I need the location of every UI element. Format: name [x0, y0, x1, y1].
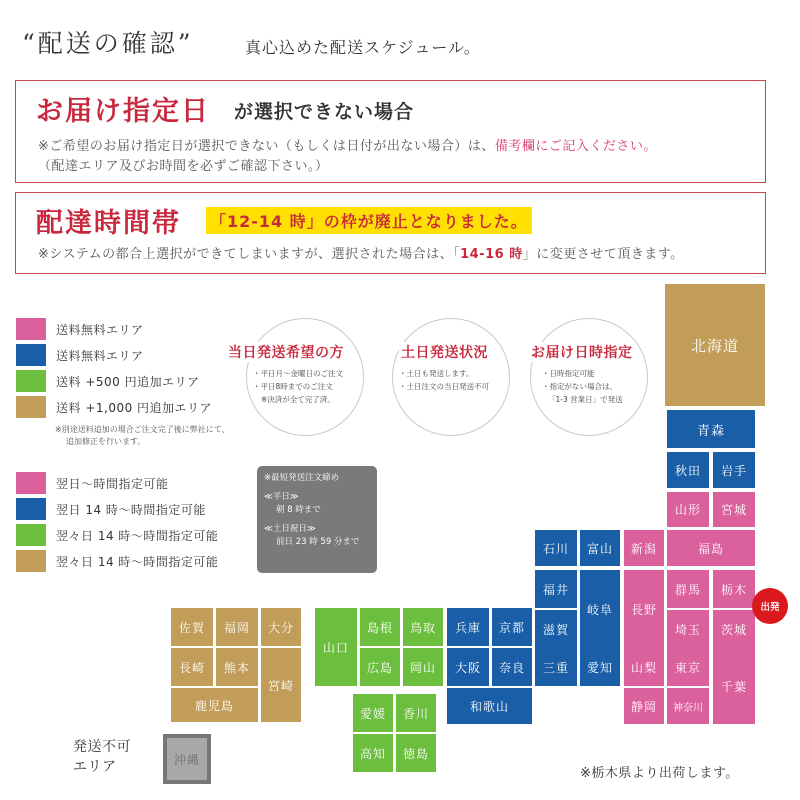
circle-title: お届け日時指定 — [529, 342, 635, 362]
pref-kyoto: 京都 — [492, 608, 532, 646]
circle-title: 当日発送希望の方 — [226, 342, 346, 362]
pref-akita: 秋田 — [667, 452, 709, 488]
notice-time-title: 配達時間帯 — [36, 208, 181, 239]
pref-okinawa: 沖縄 — [163, 734, 211, 784]
date-time-circle — [530, 318, 648, 436]
pref-tochigi: 栃木 — [713, 570, 755, 608]
pref-yamanashi: 山梨 — [624, 648, 664, 686]
pref-hyogo: 兵庫 — [447, 608, 489, 646]
pref-kumamoto: 熊本 — [216, 648, 258, 686]
legend-fee-note: ※別途送料追加の場合ご注文完了後に弊社にて、 追加修正を行います。 — [55, 425, 230, 446]
notice-date-title-suffix: が選択できない場合 — [234, 101, 415, 123]
pref-miyazaki: 宮崎 — [261, 648, 301, 722]
pref-hokkaido: 北海道 — [665, 284, 765, 406]
notice-time-highlight: 「12-14 時」の枠が廃止となりました。 — [206, 207, 532, 234]
pref-mie: 三重 — [535, 648, 577, 686]
legend-swatch — [16, 318, 46, 340]
page-title: “配送の確認” — [22, 29, 194, 58]
pref-miyagi: 宮城 — [713, 492, 755, 527]
pref-kagoshima: 鹿児島 — [171, 688, 258, 722]
pref-tokyo: 東京 — [667, 648, 709, 686]
pref-shimane: 島根 — [360, 608, 400, 646]
origin-badge: 出発 — [752, 588, 788, 624]
circle-text: ・平日月～金曜日のご注文 ・平日8時までのご注文 ※決済が全て完了済。 — [253, 369, 343, 404]
pref-saitama: 埼玉 — [667, 610, 709, 648]
shortest-shipping-box: ※最短発送注文締め ≪平日≫ 朝 8 時まで ≪土日祝日≫ 前日 23 時 59 分まで — [257, 466, 377, 573]
pref-osaka: 大阪 — [447, 648, 489, 686]
pref-kochi: 高知 — [353, 734, 393, 772]
pref-ehime: 愛媛 — [353, 694, 393, 732]
pref-aichi: 愛知 — [580, 648, 620, 686]
pref-tokushima: 徳島 — [396, 734, 436, 772]
pref-fukushima: 福島 — [667, 530, 755, 566]
pref-hiroshima: 広島 — [360, 648, 400, 686]
legend-delivery-item: 翌日～時間指定可能 — [16, 472, 169, 494]
legend-delivery-item: 翌日 14 時～時間指定可能 — [16, 498, 206, 520]
undeliverable-label: 発送不可 エリア — [73, 739, 131, 775]
pref-niigata: 新潟 — [624, 530, 664, 566]
legend-fee-item: 送料無料エリア — [16, 344, 144, 366]
pref-wakayama: 和歌山 — [447, 688, 532, 724]
notice-date-title: お届け指定日 — [36, 96, 210, 127]
pref-nagano: 長野 — [624, 570, 664, 648]
legend-fee-item: 送料 +500 円追加エリア — [16, 370, 200, 392]
legend-swatch — [16, 396, 46, 418]
legend-swatch — [16, 472, 46, 494]
pref-aomori: 青森 — [667, 410, 755, 448]
weekend-circle — [392, 318, 510, 436]
pref-kanagawa: 神奈川 — [667, 688, 709, 724]
notice-time-line1: ※システムの都合上選択ができてしまいますが、選択された場合は、「14-16 時」に変更させて頂きます。 — [38, 247, 684, 262]
legend-fee-item: 送料 +1,000 円追加エリア — [16, 396, 212, 418]
legend-swatch — [16, 524, 46, 546]
pref-toyama: 富山 — [580, 530, 620, 566]
pref-fukui: 福井 — [535, 570, 577, 608]
pref-shizuoka: 静岡 — [624, 688, 664, 724]
circle-text: ・日時指定可能 ・指定がない場合は、 「1-3 営業日」で発送 — [542, 369, 623, 404]
footer-note: ※栃木県より出荷します。 — [580, 766, 739, 781]
same-day-circle — [228, 318, 364, 436]
legend-swatch — [16, 550, 46, 572]
pref-gunma: 群馬 — [667, 570, 709, 608]
circle-title: 土日発送状況 — [399, 342, 490, 362]
pref-shiga: 滋賀 — [535, 610, 577, 648]
legend-swatch — [16, 498, 46, 520]
pref-nara: 奈良 — [492, 648, 532, 686]
pref-fukuoka: 福岡 — [216, 608, 258, 646]
pref-ishikawa: 石川 — [535, 530, 577, 566]
legend-delivery-item: 翌々日 14 時～時間指定可能 — [16, 550, 218, 572]
pref-yamaguchi: 山口 — [315, 608, 357, 686]
legend-delivery-item: 翌々日 14 時～時間指定可能 — [16, 524, 218, 546]
pref-ibaraki: 茨城 — [713, 610, 755, 648]
page-subtitle: 真心込めた配送スケジュール。 — [245, 38, 481, 57]
pref-iwate: 岩手 — [713, 452, 755, 488]
legend-fee-item: 送料無料エリア — [16, 318, 144, 340]
legend-swatch — [16, 370, 46, 392]
pref-saga: 佐賀 — [171, 608, 213, 646]
notice-delivery-date — [15, 80, 766, 183]
pref-oita: 大分 — [261, 608, 301, 646]
pref-kagawa: 香川 — [396, 694, 436, 732]
pref-chiba: 千葉 — [713, 648, 755, 724]
pref-gifu: 岐阜 — [580, 570, 620, 648]
pref-tottori: 鳥取 — [403, 608, 443, 646]
pref-yamagata: 山形 — [667, 492, 709, 527]
pref-nagasaki: 長崎 — [171, 648, 213, 686]
notice-date-line2: （配達エリア及びお時間を必ずご確認下さい。） — [38, 159, 329, 174]
legend-swatch — [16, 344, 46, 366]
notice-date-line1: ※ご希望のお届け指定日が選択できない（もしくは日付が出ない場合）は、備考欄にご記入ください。 — [38, 139, 657, 154]
circle-text: ・土日も発送します。 ・土日注文の当日発送不可 — [399, 369, 489, 391]
notice-delivery-time — [15, 192, 766, 274]
pref-okayama: 岡山 — [403, 648, 443, 686]
